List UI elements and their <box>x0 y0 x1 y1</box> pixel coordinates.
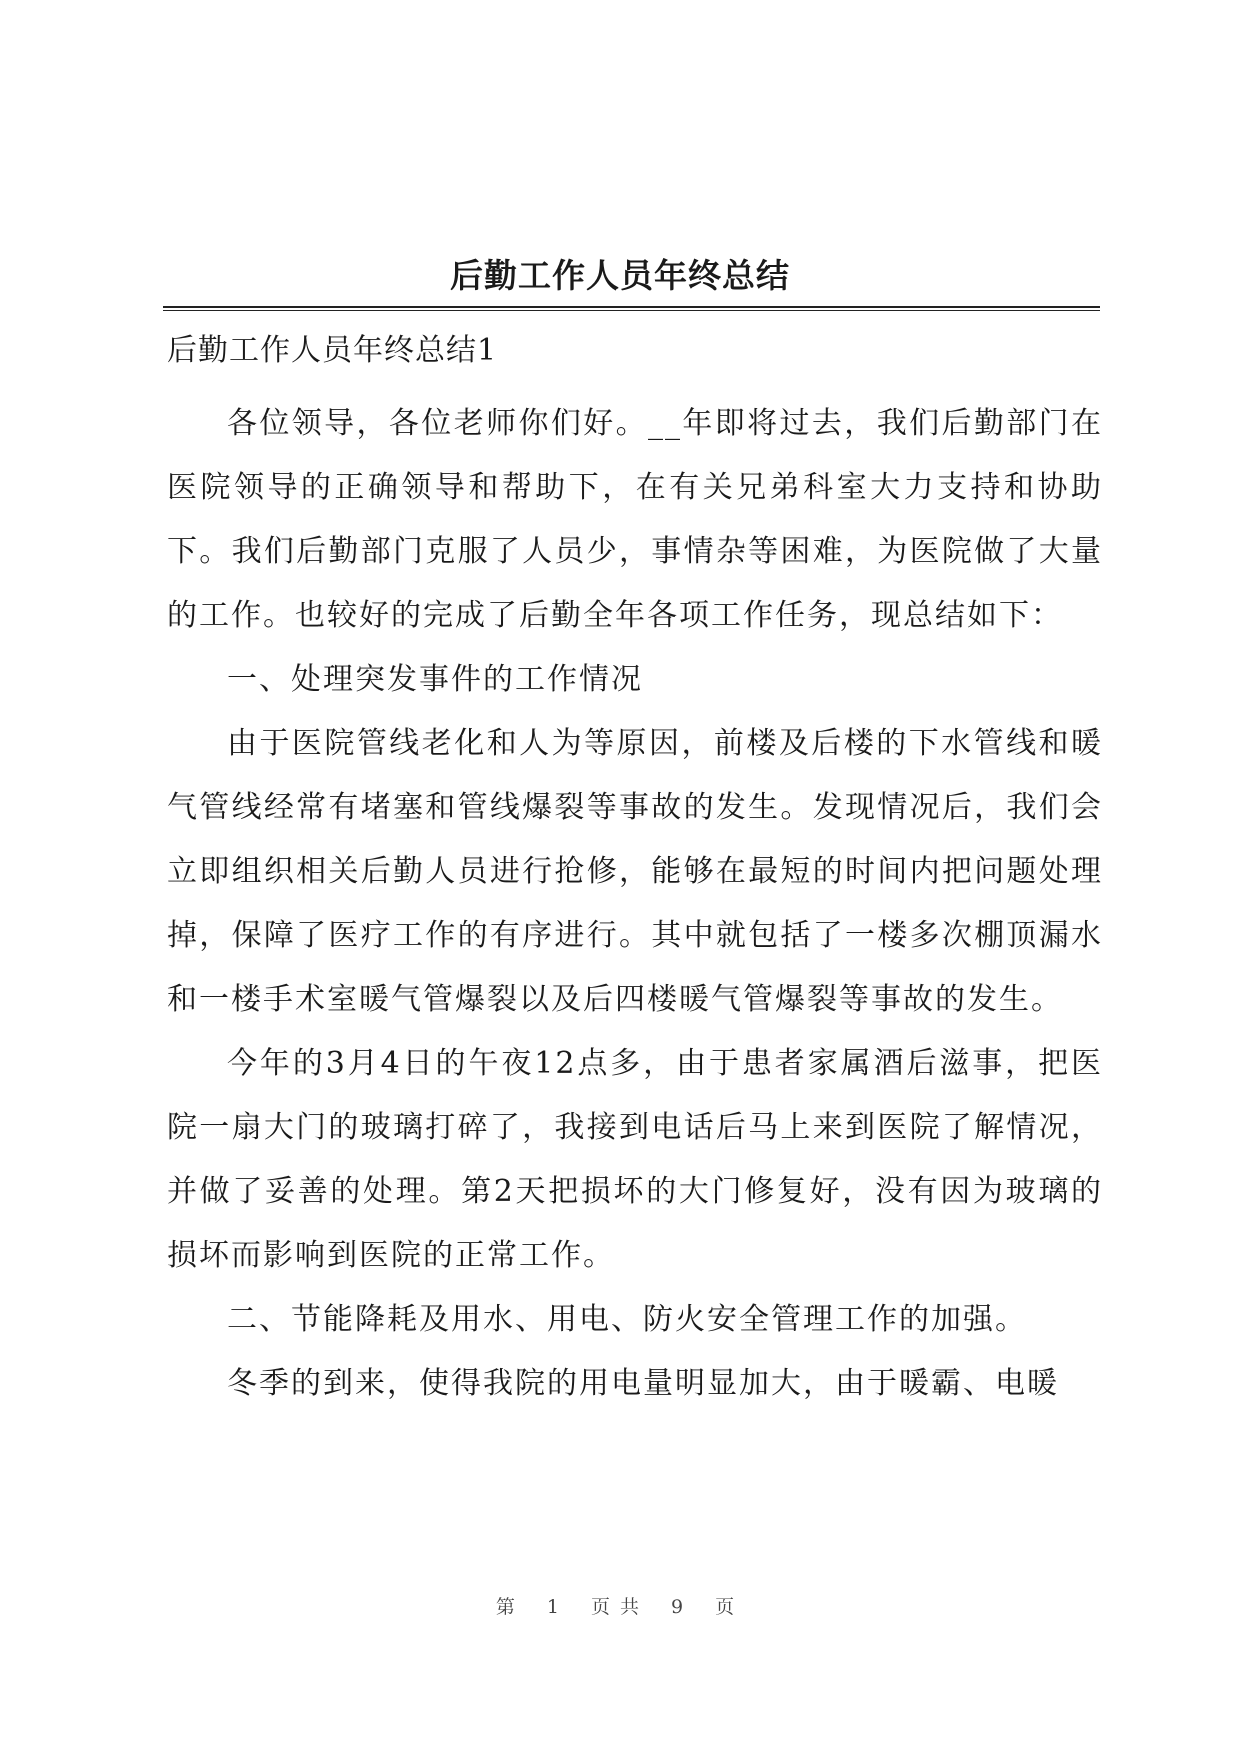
paragraph-incident: 今年的3月4日的午夜12点多，由于患者家属酒后滋事，把医院一扇大门的玻璃打碎了，我接到电话后马上来到医院了解情况，并做了妥善的处理。第2天把损坏的大门修复好，没有因为玻璃的损坏而影响到医院的正常工作。 <box>167 1046 1103 1273</box>
section-heading-2: 二、节能降耗及用水、用电、防火安全管理工作的加强。 <box>227 1302 1027 1337</box>
paragraph-emergency: 由于医院管线老化和人为等原因，前楼及后楼的下水管线和暖气管线经常有堵塞和管线爆裂等事故的发生。发现情况后，我们会立即组织相关后勤人员进行抢修，能够在最短的时间内把问题处理掉，保障了医疗工作的有序进行。其中就包括了一楼多次棚顶漏水和一楼手术室暖气管爆裂以及后四楼暖气管爆裂等事故的发生。 <box>167 726 1103 1017</box>
paragraph-energy: 冬季的到来，使得我院的用电量明显加大，由于暖霸、电暖 <box>227 1366 1059 1401</box>
section-heading-1: 一、处理突发事件的工作情况 <box>227 662 643 697</box>
paragraph-intro: 各位领导，各位老师你们好。__年即将过去，我们后勤部门在医院领导的正确领导和帮助下，在有关兄弟科室大力支持和协助下。我们后勤部门克服了人员少，事情杂等困难，为医院做了大量的工作。也较好的完成了后勤全年各项工作任务，现总结如下： <box>167 406 1103 633</box>
document-title: 后勤工作人员年终总结 <box>450 256 790 295</box>
page-number-footer: 第 1 页共 9 页 <box>495 1596 745 1618</box>
section-subheading: 后勤工作人员年终总结1 <box>167 333 498 368</box>
title-double-rule <box>163 306 1100 311</box>
document-body <box>167 330 1103 1416</box>
